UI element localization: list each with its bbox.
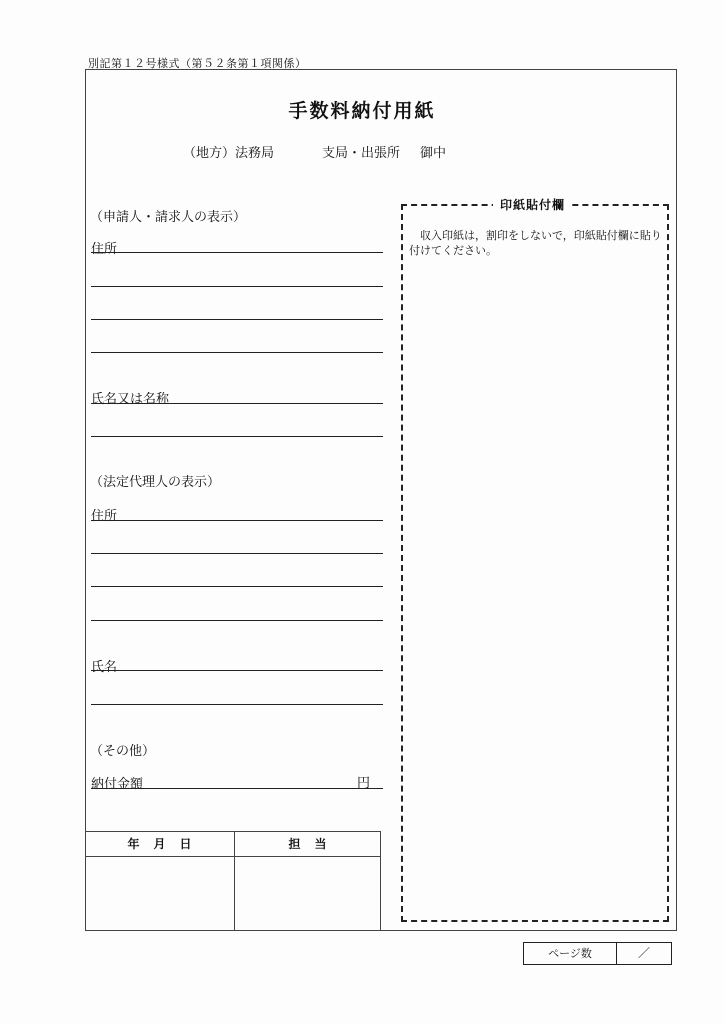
applicant-address-label: 住所 [91,242,118,257]
legal-rep-name-line-2[interactable] [91,704,383,705]
legal-rep-name-line-1[interactable] [91,670,383,671]
legal-rep-address-line-4[interactable] [91,620,383,621]
branch-office-label: 支局・出張所 [322,146,401,161]
applicant-heading: （申請人・請求人の表示） [90,210,247,225]
form-title: 手数料納付用紙 [288,100,436,122]
page-count-value[interactable]: ／ [637,946,650,960]
page-count-label: ページ数 [548,947,592,960]
legal-rep-address-line-3[interactable] [91,586,383,587]
applicant-address-line-4[interactable] [91,352,383,353]
stamp-affix-area[interactable] [401,204,669,922]
applicant-name-label: 氏名又は名称 [91,392,170,407]
staff-header: 担 当 [288,837,328,851]
applicant-address-line-1[interactable] [91,252,383,253]
yen-unit: 円 [357,776,371,791]
other-heading: （その他） [90,744,156,759]
legal-rep-name-label: 氏名 [91,660,118,675]
payment-amount-label: 納付金額 [91,777,144,792]
stamp-area-title: 印紙貼付欄 [493,196,572,213]
page-count-box [523,942,672,965]
form-number: 別記第１２号様式（第５２条第１項関係） [88,57,307,70]
applicant-address-line-2[interactable] [91,286,383,287]
office-use-table [85,831,381,931]
stamp-instructions: 収入印紙は，割印をしないで，印紙貼付欄に貼り付けてください。 [409,229,662,257]
applicant-address-line-3[interactable] [91,319,383,320]
applicant-name-line-2[interactable] [91,436,383,437]
date-header: 年 月 日 [127,837,193,851]
legal-rep-address-line-1[interactable] [91,520,383,521]
legal-rep-address-line-2[interactable] [91,553,383,554]
legal-rep-address-label: 住所 [91,509,118,524]
regional-bureau-label: （地方）法務局 [183,146,275,161]
applicant-name-line-1[interactable] [91,403,383,404]
table-header-divider [86,856,380,857]
payment-amount-line[interactable] [91,788,383,789]
table-column-divider [234,832,235,930]
legal-rep-heading: （法定代理人の表示） [90,475,221,490]
addressee-label: 御中 [420,146,447,161]
